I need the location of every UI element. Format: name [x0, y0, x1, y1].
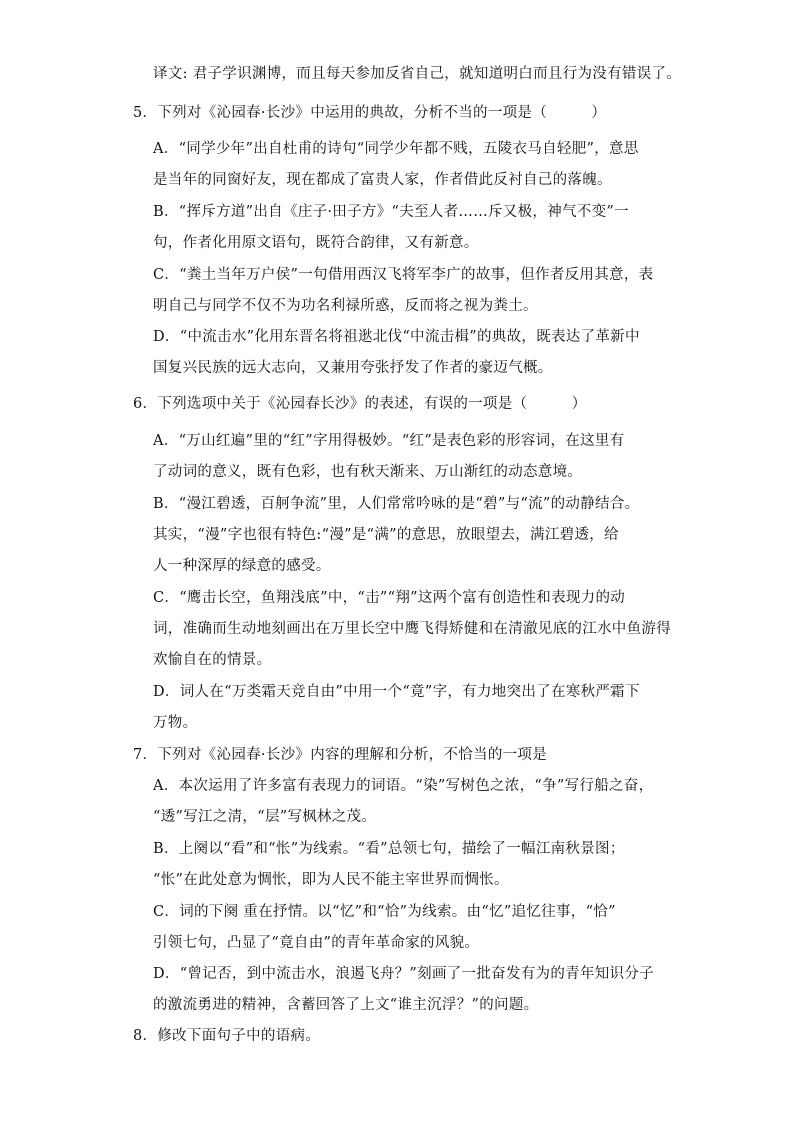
q6-option-a-line-1: A．“万山红遍”里的“红”字用得极妙。“红”是表色彩的形容词，在这里有	[153, 433, 625, 449]
q5-option-d-line-1: D．“中流击水”化用东晋名将祖逖北伐“中流击楫”的典故，既表达了革新中	[153, 329, 640, 345]
q6-option-b-line-2: 其实，“漫”字也很有特色:“漫”是“满”的意思，放眼望去，满江碧透，给	[153, 527, 619, 543]
q6-option-d-line-2: 万物。	[153, 715, 198, 731]
q5-option-c-line-1: C．“粪土当年万户侯”一句借用西汉飞将军李广的故事，但作者反用其意，表	[153, 267, 654, 283]
q6-option-c-line-2: 词，准确而生动地刻画出在万里长空中鹰飞得矫健和在清澈见底的江水中鱼游得	[153, 621, 671, 637]
q5-option-c-line-2: 明自己与同学不仅不为功名利禄所惑，反而将之视为粪土。	[153, 298, 538, 314]
q6-option-b-line-3: 人一种深厚的绿意的感受。	[153, 558, 331, 574]
question-7-stem: 7．下列对《沁园春·长沙》内容的理解和分析，不恰当的一项是	[133, 747, 548, 763]
q6-option-c-line-1: C．“鹰击长空，鱼翔浅底”中，“击”“翔”这两个富有创造性和表现力的动	[153, 590, 626, 606]
q6-option-b-line-1: B．“漫江碧透，百舸争流”里，人们常常吟咏的是“碧”与“流”的动静结合。	[153, 496, 640, 512]
question-5-stem: 5．下列对《沁园春·长沙》中运用的典故，分析不当的一项是（ ）	[133, 105, 607, 121]
question-6-stem: 6．下列选项中关于《沁园春长沙》的表述，有误的一项是（ ）	[133, 396, 587, 412]
q5-option-b-line-1: B．“挥斥方道”出自《庄子·田子方》“夫至人者……斥又极，神气不变”一	[153, 204, 629, 220]
question-8-stem: 8．修改下面句子中的语病。	[133, 1028, 321, 1044]
q7-option-c-line-1: C．词的下阕 重在抒情。以“忆”和“恰”为线索。由“忆”追忆往事，“恰”	[153, 904, 616, 920]
q6-option-a-line-2: 了动词的意义，既有色彩，也有秋天渐来、万山渐红的动态意境。	[153, 464, 583, 480]
q6-option-c-line-3: 欢愉自在的情景。	[153, 652, 272, 668]
q5-option-d-line-2: 国复兴民族的远大志向，又兼用夸张抒发了作者的豪迈气概。	[153, 360, 553, 376]
q5-option-b-line-2: 句，作者化用原文语句，既符合韵律，又有新意。	[153, 235, 479, 251]
translation-line: 译文: 君子学识渊博，而且每天参加反省自己，就知道明白而且行为没有错误了。	[153, 66, 682, 82]
q7-option-c-line-2: 引领七句，凸显了“竟自由”的青年革命家的风貌。	[153, 935, 480, 951]
q5-option-a-line-2: 是当年的同窗好友，现在都成了富贵人家，作者借此反衬自己的落魄。	[153, 172, 612, 188]
q7-option-d-line-1: D．“曾记否，到中流击水，浪遏飞舟？”刻画了一批奋发有为的青年知识分子	[153, 966, 654, 982]
q7-option-b-line-1: B．上阕以“看”和“怅”为线索。“看”总领七句，描绘了一幅江南秋景图；	[153, 841, 625, 857]
q7-option-a-line-1: A．本次运用了许多富有表现力的词语。“染”写树色之浓，“争”写行船之奋，	[153, 778, 654, 794]
q6-option-d-line-1: D．词人在“万类霜天竞自由”中用一个“竟”字，有力地突出了在寒秋严霜下	[153, 684, 640, 700]
q7-option-a-line-2: “透”写江之清，“层”写枫林之茂。	[153, 809, 377, 825]
q7-option-b-line-2: “怅”在此处意为惆怅，即为人民不能主宰世界而惆怅。	[153, 872, 509, 888]
q5-option-a-line-1: A．“同学少年”出自杜甫的诗句“同学少年都不贱，五陵衣马自轻肥”，意思	[153, 141, 639, 157]
q7-option-d-line-2: 的激流勇进的精神，含蓄回答了上文“谁主沉浮？”的问题。	[153, 997, 539, 1013]
